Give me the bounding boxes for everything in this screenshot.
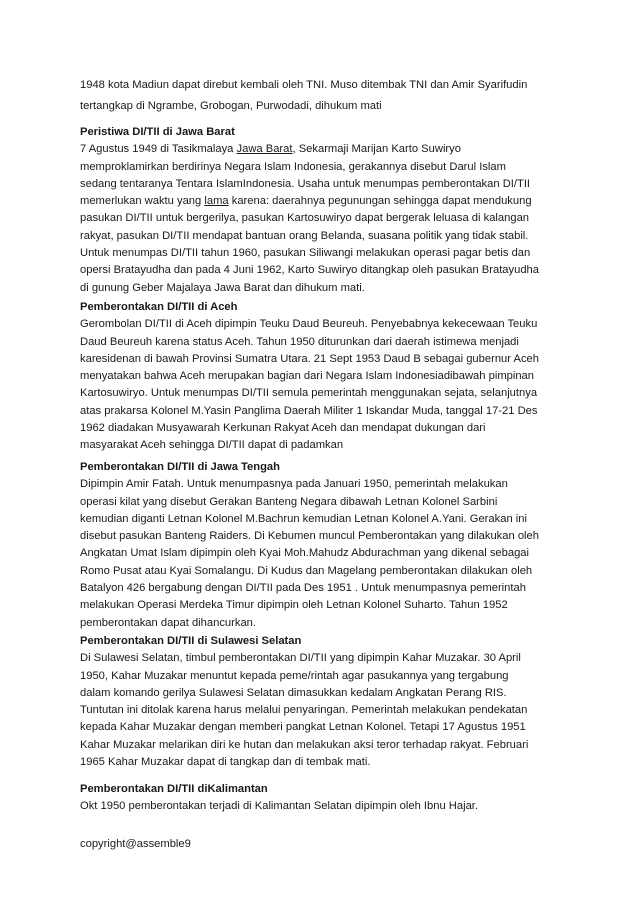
paragraph-line: Romo Pusat atau Kyai Somalangu. Di Kudus dan Magelang pemberontakan dilakukan oleh: [80, 564, 533, 577]
paragraph-line: disebut pasukan Banteng Raiders. Di Kebumen muncul Pemberontakan yang dilakukan oleh: [80, 530, 539, 543]
paragraph-line: karesidenan di bawah Provinsi Sumatra Utara. 21 Sept 1953 Daud B sebagai gubernur Aceh: [80, 352, 539, 365]
paragraph-line: Batalyon 426 bergabung dengan DI/TII pada Des 1951 . Untuk menumpasnya pemerintah: [80, 582, 526, 595]
section-aceh: [80, 299, 570, 455]
paragraph-line: masyarakat Aceh sehingga DI/TII dapat di padamkan: [80, 439, 344, 452]
paragraph-line: kemudian diganti Letnan Kolonel M.Bachrun kemudian Letnan Kolonel A.Yani. Gerakan ini: [80, 512, 527, 525]
intro-paragraph: [80, 75, 570, 117]
section-sulawesi-selatan: [80, 633, 570, 771]
paragraph-line: dalam komando gerilya Sulawesi Selatan dimasukkan kedalam Angkatan Perang RIS.: [80, 686, 507, 699]
footer: [80, 836, 570, 853]
paragraph-line: di gunung Geber Majalaya Jawa Barat dan dihukum mati.: [80, 281, 365, 294]
paragraph-line: pasukan DI/TII untuk bergerilya, pasukan Kartosuwiryo dapat bergerak leluasa di kalangan: [80, 212, 530, 225]
paragraph-line: Kahar Muzakar melarikan diri ke hutan dan melakukan aksi teror terhadap rakyat. Februari: [80, 738, 529, 751]
section-heading: Pemberontakan DI/TII di Sulawesi Selatan: [80, 635, 302, 647]
paragraph-line: 1948 kota Madiun dapat direbut kembali oleh TNI. Muso ditembak TNI dan Amir Syarifudin: [80, 79, 528, 91]
paragraph-line: rakyat, pasukan DI/TII mendapat bantuan orang Belanda, suasana politik yang tidak stabil.: [80, 229, 529, 242]
text-run: 7 Agustus 1949 di Tasikmalaya: [80, 143, 237, 156]
paragraph-line: Tuntutan ini ditolak karena harus melalui penyaringan. Pemerintah melakukan pendekatan: [80, 704, 528, 717]
paragraph-line: Daud Beureuh karena status Aceh. Tahun 1950 diturunkan dari daerah istimewa menjadi: [80, 335, 519, 348]
section-heading: Peristiwa DI/TII di Jawa Barat: [80, 126, 235, 138]
paragraph-line: kepada Kahar Muzakar dengan memberi pangkat Letnan Kolonel. Tetapi 17 Agustus 1951: [80, 721, 526, 734]
text-run: , Sekarmaji Marijan Karto Suwiryo: [292, 143, 461, 156]
paragraph-line: Di Sulawesi Selatan, timbul pemberontakan DI/TII yang dipimpin Kahar Muzakar. 30 April: [80, 652, 521, 665]
paragraph-line: Angkatan Umat Islam dipimpin oleh Kyai Moh.Mahudz Abdurachman yang dikenal sebagai: [80, 547, 530, 560]
paragraph-line: [80, 141, 570, 158]
paragraph-line: 1950, Kahar Muzakar menuntut kepada peme/rintah agar pasukannya yang tergabung: [80, 669, 509, 682]
lama-link[interactable]: lama: [204, 195, 229, 208]
text-run: memerlukan waktu yang: [80, 195, 205, 208]
paragraph-line: [80, 193, 570, 210]
section-jawa-tengah: [80, 459, 570, 632]
paragraph-line: Dipimpin Amir Fatah. Untuk menumpasnya pada Januari 1950, pemerintah melakukan: [80, 478, 508, 491]
paragraph-line: operasi kilat yang disebut Gerakan Banteng Negara dibawah Letnan Kolonel Sarbini: [80, 495, 498, 508]
paragraph-line: melakukan Operasi Merdeka Timur dipimpin oleh Letnan Kolonel Suharto. Tahun 1952: [80, 599, 508, 612]
paragraph-line: Untuk menumpas DI/TII tahun 1960, pasukan Siliwangi melakukan operasi pagar betis dan: [80, 247, 531, 260]
paragraph-line: Gerombolan DI/TII di Aceh dipimpin Teuku Daud Beureuh. Penyebabnya kekecewaan Teuku: [80, 318, 538, 331]
copyright-text: copyright@assemble9: [80, 838, 191, 850]
section-heading: Pemberontakan DI/TII di Jawa Tengah: [80, 461, 280, 473]
paragraph-line: tertangkap di Ngrambe, Grobogan, Purwodadi, dihukum mati: [80, 100, 382, 112]
paragraph-line: memproklamirkan berdirinya Negara Islam Indonesia, gerakannya disebut Darul Islam: [80, 160, 506, 173]
section-heading: Pemberontakan DI/TII di Aceh: [80, 301, 238, 313]
jawa-barat-link[interactable]: Jawa Barat: [236, 143, 293, 156]
paragraph-line: 1962 diadakan Musyawarah Kerkunan Rakyat Aceh dan mendapat dukungan dari: [80, 422, 486, 435]
paragraph-line: opersi Bratayudha dan pada 4 Juni 1962, Karto Suwiryo ditangkap oleh pasukan Bratayudha: [80, 264, 540, 277]
paragraph-line: atas prakarsa Kolonel M.Yasin Panglima Daerah Militer 1 Iskandar Muda, tanggal 17-21 Des: [80, 404, 538, 417]
section-jawa-barat: [80, 124, 570, 297]
paragraph-line: pemberontakan dapat dihancurkan.: [80, 616, 257, 629]
paragraph-line: sedang tentaranya Tentara IslamIndonesia. Usaha untuk menumpas pemberontakan DI/TII: [80, 177, 531, 190]
text-run: karena: daerahnya pegunungan sehingga dapat mendukung: [228, 195, 532, 208]
paragraph-line: Kartosuwiryo. Untuk menumpas DI/TII semula pemerintah menggunakan sejata, selanjutnya: [80, 387, 538, 400]
paragraph-line: menyatakan bahwa Aceh merupakan bagian dari Negara Islam Indonesiadibawah pimpinan: [80, 370, 535, 383]
paragraph-line: 1965 Kahar Muzakar dapat di tangkap dan di tembak mati.: [80, 756, 371, 769]
section-heading: Pemberontakan DI/TII diKalimantan: [80, 783, 268, 795]
section-kalimantan: [80, 781, 570, 816]
paragraph-line: Okt 1950 pemberontakan terjadi di Kalimantan Selatan dipimpin oleh Ibnu Hajar.: [80, 800, 479, 813]
